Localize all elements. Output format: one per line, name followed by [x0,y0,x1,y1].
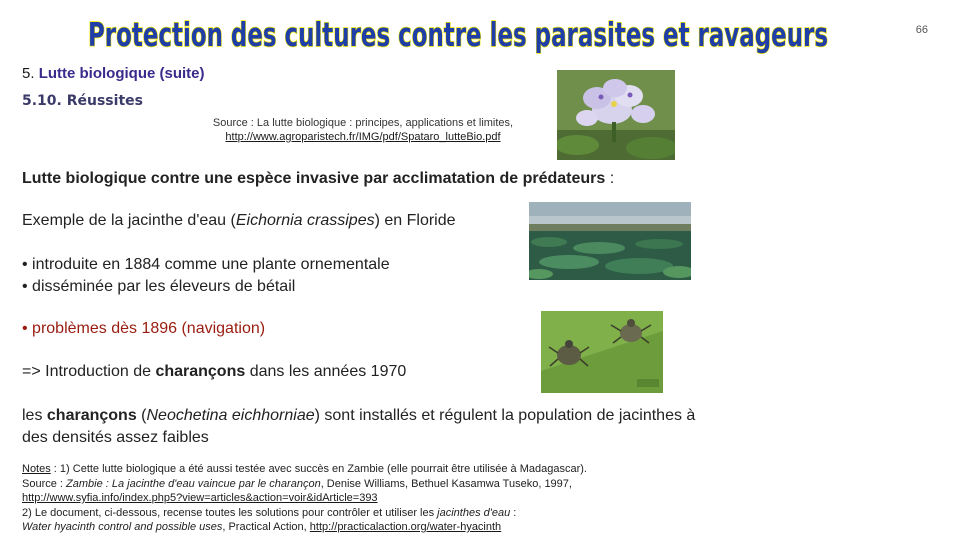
notes-label: Notes [22,463,51,475]
intro-bold: charançons [155,363,246,380]
source-link[interactable]: http://www.agroparistech.fr/IMG/pdf/Spataro_lutteBio.pdf [225,131,501,143]
source-text: Source : La lutte biologique : principes, applications et limites, [212,117,514,129]
notes-block [22,462,702,535]
water-hyacinth-flower-photo [557,70,675,160]
weevils-bold: charançons [46,407,137,424]
notes-line-4 [22,506,702,521]
slide-title-text: Protection des cultures contre les parasites et ravageurs [88,15,828,54]
intro-line [22,363,406,381]
example-suffix: ) en Floride [374,212,456,229]
notes-line-3 [22,491,702,506]
notes-line-5 [22,520,702,535]
notes-source-prefix: Source : [22,477,67,490]
section-label: Lutte biologique (suite) [38,65,205,82]
notes-source-title: Zambie : La jacinthe d'eau vaincue par le charançon [66,477,321,490]
source-citation [198,116,528,144]
bullet-item: • disséminée par les éleveurs de bétail [22,278,296,295]
species-name: Eichornia crassipes [235,212,375,229]
notes-line1-text: : 1) Cette lutte biologique a été aussi testée avec succès en Zambie (elle pourrait être utilisée à Madagascar). [50,463,587,475]
weevils-open: ( [136,407,147,424]
main-heading-text: Lutte biologique contre une espèce invasive par acclimatation de prédateurs [22,170,606,187]
weevils-prefix: les [22,407,47,424]
notes-doc-prefix: 2) Le document, ci-dessous, recense toutes les solutions pour contrôler et utiliser les [22,506,438,519]
weevils-paragraph [22,405,712,449]
intro-suffix: dans les années 1970 [245,363,407,380]
weevil-species-name: Neochetina eichhorniae [146,407,315,424]
section-heading [22,65,205,82]
page-number: 66 [915,24,928,36]
weevil-photo [541,311,663,393]
subsection-heading: 5.10. Réussites [22,93,143,109]
example-prefix: Exemple de la jacinthe d'eau ( [22,212,236,229]
water-hyacinth-field-photo [529,202,691,280]
main-heading [22,170,614,188]
weevils-suffix: ) sont installés et régulent la population de jacinthes à des densités assez faibles [22,407,696,446]
notes-doc-title: Water hyacinth control and possible uses [22,521,223,533]
notes-doc-publisher: , Practical Action, [222,521,310,533]
notes-doc-suffix: : [510,506,517,519]
practicalaction-link[interactable]: http://practicalaction.org/water-hyacinth [309,521,502,533]
main-heading-suffix: : [605,170,615,187]
example-line [22,212,456,230]
section-number: 5. [22,65,35,82]
intro-prefix: => Introduction de [22,363,156,380]
notes-source-suffix: , Denise Williams, Bethuel Kasamwa Tuseko, 1997, [320,477,572,490]
problem-bullet: • problèmes dès 1896 (navigation) [22,320,266,337]
notes-doc-italic: jacinthes d'eau [437,506,511,519]
notes-line-2 [22,477,702,492]
slide-title [86,6,831,56]
bullet-item: • introduite en 1884 comme une plante ornementale [22,256,390,273]
syfia-link[interactable]: http://www.syfia.info/index.php5?view=articles&action=voir&idArticle=393 [22,492,378,504]
notes-line-1 [22,462,702,477]
